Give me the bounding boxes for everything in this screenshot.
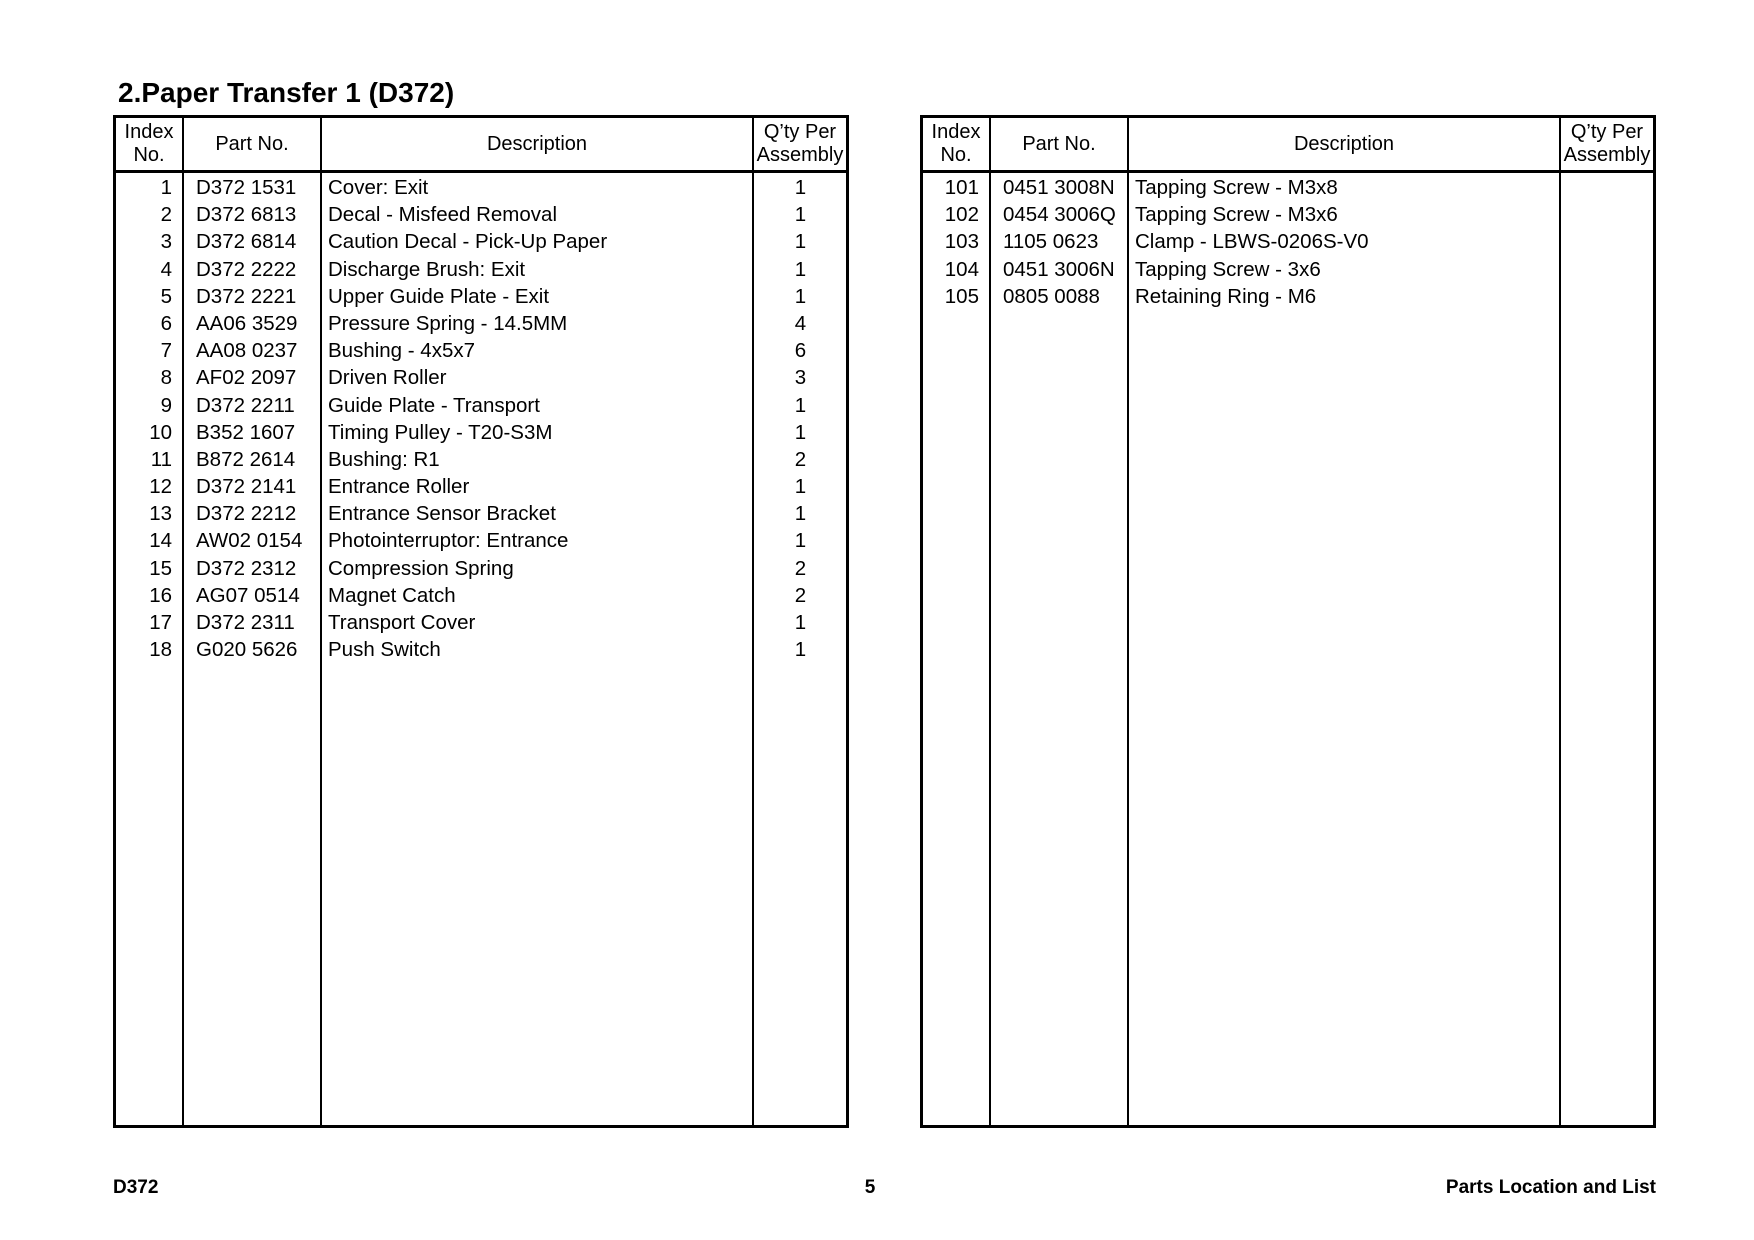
cell-part-no: 1105 0623 xyxy=(1003,230,1099,254)
header-qty: Q’ty Per Assembly xyxy=(1563,121,1651,166)
cell-qty: 2 xyxy=(794,447,807,471)
cell-part-no: D372 6814 xyxy=(196,230,297,254)
cell-qty: 1 xyxy=(794,529,807,553)
cell-qty: 1 xyxy=(794,420,807,444)
table-row xyxy=(116,174,846,201)
page-title: 2.Paper Transfer 1 (D372) xyxy=(118,77,455,108)
cell-description: Discharge Brush: Exit xyxy=(328,257,526,281)
table-row xyxy=(923,228,1653,255)
table-row xyxy=(116,337,846,364)
cell-index: 102 xyxy=(944,203,979,227)
parts-table-left xyxy=(113,115,849,1128)
cell-part-no: D372 2212 xyxy=(196,502,297,526)
cell-description: Magnet Catch xyxy=(328,583,456,607)
cell-index: 11 xyxy=(150,447,172,471)
cell-index: 3 xyxy=(160,230,172,254)
cell-qty: 4 xyxy=(794,311,807,335)
cell-part-no: 0451 3008N xyxy=(1003,176,1115,199)
cell-part-no: 0451 3006N xyxy=(1003,257,1115,281)
table-body xyxy=(923,174,1653,310)
cell-description: Transport Cover xyxy=(328,611,476,634)
cell-index: 103 xyxy=(944,230,979,254)
cell-part-no: D372 2222 xyxy=(196,257,297,281)
table-row xyxy=(923,201,1653,228)
cell-index: 9 xyxy=(160,393,172,417)
table-row xyxy=(116,392,846,419)
table-row xyxy=(923,283,1653,310)
cell-index: 101 xyxy=(944,176,979,199)
cell-part-no: AW02 0154 xyxy=(196,529,303,553)
cell-index: 12 xyxy=(149,475,172,499)
cell-qty: 3 xyxy=(794,366,807,390)
cell-index: 10 xyxy=(149,420,172,444)
cell-part-no: AF02 2097 xyxy=(196,366,297,390)
cell-description: Tapping Screw - M3x6 xyxy=(1135,203,1338,227)
cell-qty: 1 xyxy=(794,393,807,417)
cell-part-no: 0805 0088 xyxy=(1003,284,1100,308)
cell-qty: 2 xyxy=(794,556,807,580)
cell-qty: 1 xyxy=(794,230,807,254)
cell-description: Entrance Sensor Bracket xyxy=(328,502,556,526)
table-row xyxy=(116,283,846,310)
cell-qty: 1 xyxy=(794,176,807,199)
header-part-no: Part No. xyxy=(1022,132,1096,155)
footer-page-number: 5 xyxy=(864,1177,876,1198)
cell-index: 7 xyxy=(160,339,172,363)
table-row xyxy=(116,582,846,609)
cell-description: Compression Spring xyxy=(328,556,514,580)
cell-part-no: D372 2211 xyxy=(196,393,295,417)
cell-description: Entrance Roller xyxy=(328,475,470,499)
cell-index: 104 xyxy=(944,257,979,281)
cell-index: 5 xyxy=(160,284,172,308)
table-row xyxy=(116,473,846,500)
cell-description: Retaining Ring - M6 xyxy=(1135,284,1317,308)
cell-index: 14 xyxy=(149,529,172,553)
cell-description: Bushing: R1 xyxy=(328,447,440,471)
cell-description: Decal - Misfeed Removal xyxy=(328,203,557,227)
cell-index: 8 xyxy=(160,366,172,390)
cell-part-no: D372 6813 xyxy=(196,203,297,227)
header-index: Index No. xyxy=(931,121,981,166)
cell-qty: 1 xyxy=(794,611,807,634)
cell-part-no: AG07 0514 xyxy=(196,583,300,607)
cell-index: 16 xyxy=(149,583,172,607)
header-qty: Q’ty Per Assembly xyxy=(756,121,844,166)
table-row xyxy=(116,609,846,636)
cell-index: 105 xyxy=(944,284,979,308)
header-description: Description xyxy=(486,132,588,155)
cell-description: Driven Roller xyxy=(328,366,447,390)
cell-qty: 1 xyxy=(794,638,807,662)
cell-description: Caution Decal - Pick-Up Paper xyxy=(328,230,608,254)
table-row xyxy=(116,201,846,228)
parts-table-right xyxy=(920,115,1656,1128)
cell-description: Guide Plate - Transport xyxy=(328,393,540,417)
cell-description: Push Switch xyxy=(328,638,441,662)
table-row xyxy=(923,174,1653,201)
cell-qty: 1 xyxy=(794,203,807,227)
cell-qty: 1 xyxy=(794,284,807,308)
table-row xyxy=(116,500,846,527)
header-divider xyxy=(116,170,846,173)
table-row xyxy=(116,310,846,337)
cell-description: Photointerruptor: Entrance xyxy=(328,529,569,553)
cell-qty: 1 xyxy=(794,257,807,281)
cell-index: 2 xyxy=(160,203,172,227)
table-row xyxy=(116,256,846,283)
cell-part-no: G020 5626 xyxy=(196,638,298,662)
header-divider xyxy=(923,170,1653,173)
cell-part-no: D372 2311 xyxy=(196,611,295,634)
cell-qty: 1 xyxy=(794,502,807,526)
cell-description: Cover: Exit xyxy=(328,176,429,199)
table-row xyxy=(116,636,846,663)
table-row xyxy=(116,527,846,554)
cell-index: 18 xyxy=(149,638,172,662)
header-description: Description xyxy=(1293,132,1395,155)
cell-part-no: AA08 0237 xyxy=(196,339,298,363)
table-row xyxy=(116,555,846,582)
cell-description: Clamp - LBWS-0206S-V0 xyxy=(1135,230,1369,254)
cell-index: 4 xyxy=(160,257,172,281)
footer-model: D372 xyxy=(113,1177,159,1198)
table-body xyxy=(116,174,846,663)
cell-qty: 1 xyxy=(794,475,807,499)
cell-description: Timing Pulley - T20-S3M xyxy=(328,420,553,444)
cell-part-no: D372 2141 xyxy=(196,475,297,499)
table-row xyxy=(116,228,846,255)
header-index: Index No. xyxy=(124,121,174,166)
cell-part-no: D372 2221 xyxy=(196,284,297,308)
cell-index: 17 xyxy=(149,611,172,634)
cell-index: 1 xyxy=(160,176,172,199)
cell-description: Pressure Spring - 14.5MM xyxy=(328,311,568,335)
cell-description: Upper Guide Plate - Exit xyxy=(328,284,550,308)
cell-qty: 6 xyxy=(794,339,807,363)
cell-part-no: D372 2312 xyxy=(196,556,297,580)
cell-part-no: AA06 3529 xyxy=(196,311,298,335)
table-row xyxy=(923,256,1653,283)
cell-index: 13 xyxy=(149,502,172,526)
header-part-no: Part No. xyxy=(215,132,289,155)
table-row xyxy=(116,364,846,391)
cell-description: Tapping Screw - M3x8 xyxy=(1135,176,1338,199)
cell-qty: 2 xyxy=(794,583,807,607)
table-row xyxy=(116,419,846,446)
cell-part-no: B872 2614 xyxy=(196,447,296,471)
cell-description: Bushing - 4x5x7 xyxy=(328,339,476,363)
table-row xyxy=(116,446,846,473)
cell-index: 15 xyxy=(149,556,172,580)
cell-description: Tapping Screw - 3x6 xyxy=(1135,257,1321,281)
cell-part-no: B352 1607 xyxy=(196,420,296,444)
cell-part-no: D372 1531 xyxy=(196,176,297,199)
footer-section-title: Parts Location and List xyxy=(1445,1177,1656,1198)
cell-part-no: 0454 3006Q xyxy=(1003,203,1116,227)
cell-index: 6 xyxy=(160,311,172,335)
